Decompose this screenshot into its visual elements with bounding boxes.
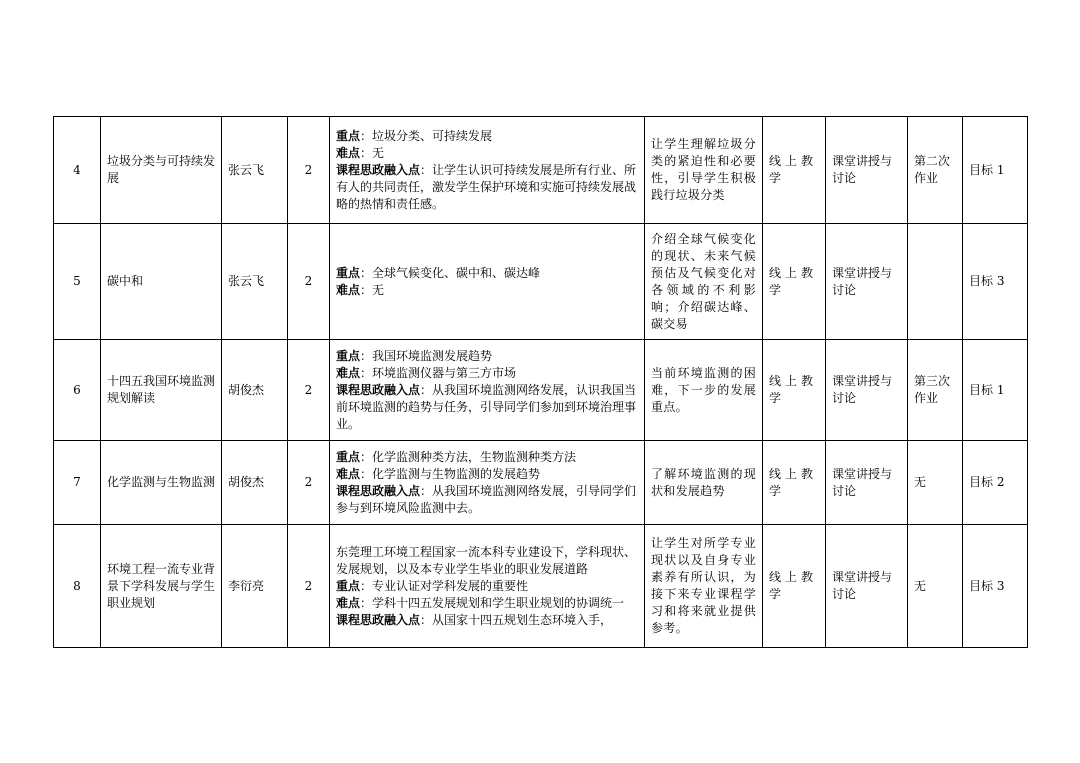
table-row [54, 441, 1028, 525]
point-label: 难点 [336, 595, 361, 610]
teaching-method-cell: 线上教学 [763, 441, 826, 525]
teaching-form-cell: 课堂讲授与讨论 [826, 441, 908, 525]
content-point [336, 282, 638, 299]
topic-cell: 环境工程一流专业背景下学科发展与学生职业规划 [101, 525, 222, 648]
content-point [336, 128, 638, 145]
content-point [336, 382, 638, 433]
point-label: 难点 [336, 365, 361, 380]
point-text: 从国家十四五规划生态环境入手， [432, 612, 613, 627]
point-separator: ： [420, 382, 433, 397]
point-separator: ： [360, 466, 373, 481]
point-text: 我国环境监测发展趋势 [372, 348, 493, 363]
point-label: 重点 [336, 128, 361, 143]
teaching-method-cell: 线上教学 [763, 117, 826, 224]
teaching-method-cell: 线上教学 [763, 525, 826, 648]
teaching-goal-cell: 当前环境监测的困难，下一步的发展重点。 [645, 340, 763, 441]
homework-cell [908, 224, 963, 340]
point-label: 课程思政融入点 [336, 483, 421, 498]
point-separator: ： [420, 612, 433, 627]
teaching-form-cell: 课堂讲授与讨论 [826, 525, 908, 648]
topic-cell: 化学监测与生物监测 [101, 441, 222, 525]
point-text: 全球气候变化、碳中和、碳达峰 [372, 265, 541, 280]
content-cell [330, 117, 645, 224]
table-row [54, 340, 1028, 441]
point-label: 重点 [336, 265, 361, 280]
point-text: 学科十四五发展规划和学生职业规划的协调统一 [372, 595, 625, 610]
teaching-goal-cell: 让学生对所学专业现状以及自身专业素养有所认识，为接下来专业课程学习和将来就业提供参考。 [645, 525, 763, 648]
course-target-cell: 目标 3 [963, 525, 1028, 648]
point-text: 环境监测仪器与第三方市场 [372, 365, 517, 380]
course-target-cell: 目标 3 [963, 224, 1028, 340]
table-row [54, 117, 1028, 224]
content-point [336, 145, 638, 162]
point-label: 难点 [336, 466, 361, 481]
point-text: 让学生认识可持续发展是所有行业、所有人的共同责任，激发学生保护环境和实施可持续发展战略的热情和责任感。 [336, 162, 637, 211]
content-cell [330, 441, 645, 525]
content-point [336, 365, 638, 382]
course-schedule-table [53, 116, 1028, 648]
point-text: 垃圾分类、可持续发展 [372, 128, 493, 143]
topic-cell: 碳中和 [101, 224, 222, 340]
homework-cell: 第三次作业 [908, 340, 963, 441]
teaching-goal-cell: 了解环境监测的现状和发展趋势 [645, 441, 763, 525]
point-text: 专业认证对学科发展的重要性 [372, 578, 529, 593]
content-point [336, 578, 638, 595]
teaching-form-cell: 课堂讲授与讨论 [826, 224, 908, 340]
teacher-cell: 胡俊杰 [222, 441, 288, 525]
content-point [336, 162, 638, 213]
teacher-cell: 李衍亮 [222, 525, 288, 648]
point-label: 课程思政融入点 [336, 612, 421, 627]
point-separator: ： [360, 365, 373, 380]
lesson-number-cell: 6 [54, 340, 101, 441]
point-text: 化学监测种类方法，生物监测种类方法 [372, 449, 577, 464]
course-target-cell: 目标 2 [963, 441, 1028, 525]
point-separator: ： [360, 282, 373, 297]
point-separator: ： [360, 145, 373, 160]
point-label: 重点 [336, 578, 361, 593]
hours-cell: 2 [288, 525, 330, 648]
content-intro: 东莞理工环境工程国家一流本科专业建设下，学科现状、发展规划，以及本专业学生毕业的职业发展道路 [336, 544, 637, 576]
point-label: 课程思政融入点 [336, 162, 421, 177]
table-row [54, 224, 1028, 340]
content-cell [330, 525, 645, 648]
teacher-cell: 张云飞 [222, 224, 288, 340]
teacher-cell: 胡俊杰 [222, 340, 288, 441]
point-text: 化学监测与生物监测的发展趋势 [372, 466, 541, 481]
teaching-form-cell: 课堂讲授与讨论 [826, 340, 908, 441]
lesson-number-cell: 8 [54, 525, 101, 648]
teaching-form-cell: 课堂讲授与讨论 [826, 117, 908, 224]
topic-cell: 垃圾分类与可持续发展 [101, 117, 222, 224]
course-target-cell: 目标 1 [963, 340, 1028, 441]
point-text: 从我国环境监测网络发展，引导同学们参与到环境风险监测中去。 [336, 483, 637, 515]
teaching-method-cell: 线上教学 [763, 340, 826, 441]
content-point [336, 595, 638, 612]
content-point [336, 466, 638, 483]
table-row [54, 525, 1028, 648]
point-separator: ： [360, 128, 373, 143]
homework-cell: 无 [908, 441, 963, 525]
point-separator: ： [420, 162, 433, 177]
homework-cell: 第二次作业 [908, 117, 963, 224]
point-label: 难点 [336, 282, 361, 297]
hours-cell: 2 [288, 117, 330, 224]
hours-cell: 2 [288, 441, 330, 525]
point-separator: ： [360, 265, 373, 280]
lesson-number-cell: 4 [54, 117, 101, 224]
point-label: 重点 [336, 348, 361, 363]
point-separator: ： [420, 483, 433, 498]
content-point [336, 348, 638, 365]
lesson-number-cell: 7 [54, 441, 101, 525]
topic-cell: 十四五我国环境监测规划解读 [101, 340, 222, 441]
hours-cell: 2 [288, 340, 330, 441]
point-label: 难点 [336, 145, 361, 160]
point-separator: ： [360, 578, 373, 593]
teaching-goal-cell: 介绍全球气候变化的现状、未来气候预估及气候变化对各领域的不利影响；介绍碳达峰、碳交易 [645, 224, 763, 340]
point-separator: ： [360, 595, 373, 610]
content-point [336, 612, 638, 629]
point-text: 从我国环境监测网络发展，认识我国当前环境监测的趋势与任务，引导同学们参加到环境治理事业。 [336, 382, 637, 431]
hours-cell: 2 [288, 224, 330, 340]
point-separator: ： [360, 348, 373, 363]
teacher-cell: 张云飞 [222, 117, 288, 224]
content-cell [330, 340, 645, 441]
teaching-method-cell: 线上教学 [763, 224, 826, 340]
point-label: 重点 [336, 449, 361, 464]
teaching-goal-cell: 让学生理解垃圾分类的紧迫性和必要性，引导学生积极践行垃圾分类 [645, 117, 763, 224]
point-label: 课程思政融入点 [336, 382, 421, 397]
content-point [336, 449, 638, 466]
lesson-number-cell: 5 [54, 224, 101, 340]
content-point [336, 265, 638, 282]
point-separator: ： [360, 449, 373, 464]
point-text: 无 [372, 145, 385, 160]
content-cell [330, 224, 645, 340]
content-point [336, 483, 638, 517]
homework-cell: 无 [908, 525, 963, 648]
course-target-cell: 目标 1 [963, 117, 1028, 224]
point-text: 无 [372, 282, 385, 297]
